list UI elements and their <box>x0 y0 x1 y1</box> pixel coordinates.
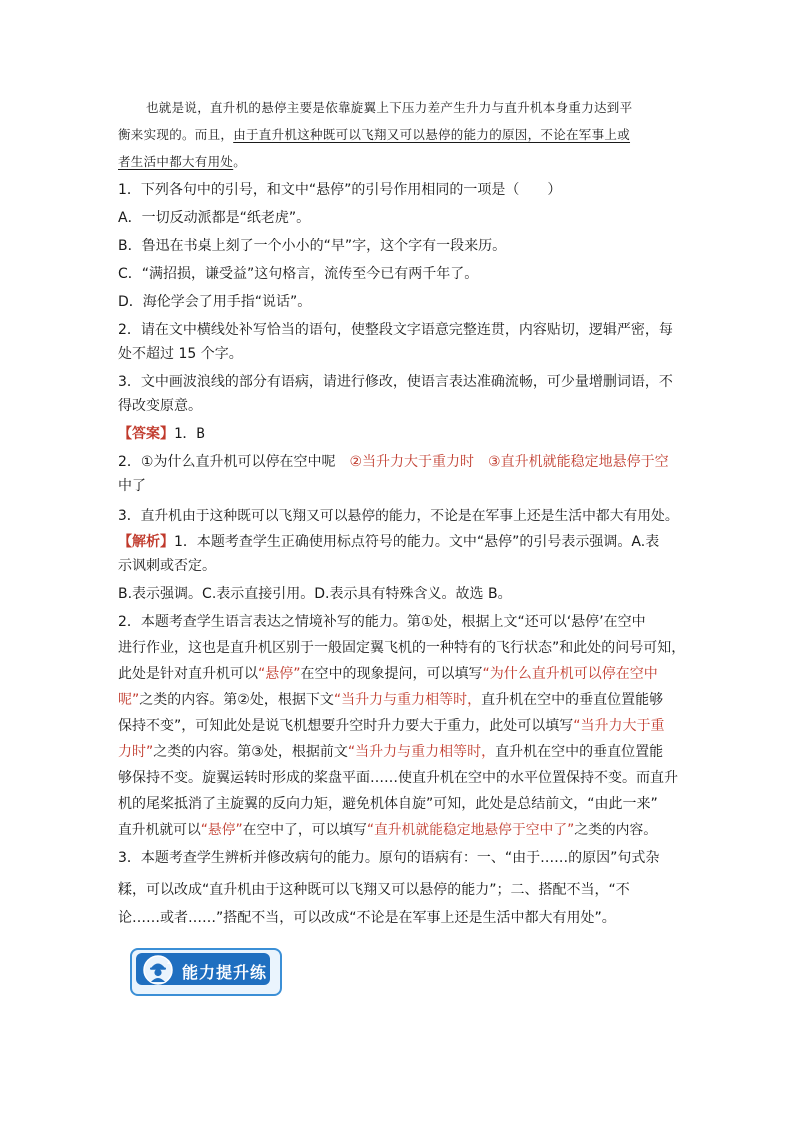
analysis-text: 直升机在空中的垂直位置能够 <box>481 692 664 708</box>
badge-banner <box>136 953 270 985</box>
passage-line-2 <box>118 125 678 145</box>
analysis-2-line-1: 2．本题考查学生语言表达之情境补写的能力。第①处，根据上文“还可以‘悬停’在空中 <box>118 614 646 630</box>
analysis-text: 直升机就可以 <box>118 822 201 838</box>
analysis-text: 之类的内容。 <box>574 822 658 838</box>
highlight-text: “为什么直升机可以停在空中 <box>482 666 658 682</box>
highlight-text: 力时” <box>118 744 154 760</box>
analysis-line-1 <box>118 532 678 552</box>
analysis-text: 保持不变”，可知此处是说飞机想要升空时升力要大于重力，此处可以填写 <box>118 718 574 734</box>
option-a: A．一切反动派都是“纸老虎”。 <box>118 210 311 226</box>
engineer-icon <box>142 954 174 986</box>
answer-line-2 <box>118 452 678 472</box>
analysis-text: 在空中的现象提问，可以填写 <box>300 666 483 682</box>
analysis-text: 之类的内容。第③处，根据前文 <box>153 744 348 760</box>
highlight-text: “直升机就能稳定地悬停于空中了” <box>366 822 575 838</box>
passage-text: 也就是说，直升机的悬停主要是依靠旋翼上下压力差产生升力与直升机本身重力达到平 <box>146 100 633 115</box>
analysis-text: 此处是针对直升机可以 <box>118 666 258 682</box>
section-badge-label: 能力提升练 <box>182 963 268 982</box>
analysis-2-line-4 <box>118 690 678 710</box>
option-d: D．海伦学会了用手指“说话”。 <box>118 294 312 310</box>
analysis-line-2: 示讽刺或否定。 <box>118 558 216 574</box>
answer-2-item-2: ②当升力大于重力时 <box>349 454 475 470</box>
question-2-line-2: 处不超过 15 个字。 <box>118 346 243 362</box>
highlight-text: “悬停” <box>200 822 243 838</box>
analysis-2-line-8: 机的尾桨抵消了主旋翼的反向力矩，避免机体自旋”可知，此处是总结前文，“由此一来” <box>118 796 658 812</box>
passage-line-3 <box>118 152 678 172</box>
answer-2-item-3: ③直升机就能稳定地悬停于空 <box>488 454 669 470</box>
blank-fill-underline: 由于直升机这种既可以飞翔又可以悬停的能力的原因，不论在军事上或 <box>233 127 631 142</box>
analysis-line-3: B.表示强调。C.表示直接引用。D.表示具有特殊含义。故选 B。 <box>118 586 512 602</box>
answer-line-3: 3．直升机由于这种既可以飞翔又可以悬停的能力，不论是在军事上还是生活中都大有用处。 <box>118 508 679 524</box>
highlight-text: “当升力与重力相等时， <box>347 744 496 760</box>
passage-line-1 <box>146 98 686 118</box>
analysis-text: 1．本题考查学生正确使用标点符号的能力。文中“悬停”的引号表示强调。A.表 <box>174 534 660 550</box>
analysis-3-line-1: 3．本题考查学生辨析并修改病句的能力。原句的语病有：一、“由于……的原因”句式杂 <box>118 850 660 866</box>
analysis-2-line-2: 进行作业，这也是直升机区别于一般固定翼飞机的一种特有的飞行状态”和此处的问号可知， <box>118 640 686 656</box>
question-1: 1．下列各句中的引号，和文中“悬停”的引号作用相同的一项是（ ） <box>118 182 562 198</box>
option-b: B．鲁迅在书桌上刻了一个小小的“早”字，这个字有一段来历。 <box>118 238 507 254</box>
highlight-text: “当升力与重力相等时， <box>333 692 482 708</box>
highlight-text: 呢” <box>118 692 140 708</box>
analysis-2-line-6 <box>118 742 678 762</box>
analysis-text: 直升机在空中的垂直位置能 <box>495 744 664 760</box>
question-2-line-1: 2．请在文中横线处补写恰当的语句，使整段文字语意完整连贯，内容贴切，逻辑严密，每 <box>118 322 673 338</box>
answer-line-1 <box>118 424 678 444</box>
analysis-text: 在空中了，可以填写 <box>242 822 367 838</box>
analysis-3-line-3: 论……或者……”搭配不当，可以改成“不论是在军事上还是生活中都大有用处”。 <box>118 910 616 926</box>
passage-text: 。 <box>233 154 247 169</box>
analysis-3-line-2: 糅，可以改成“直升机由于这种既可以飞翔又可以悬停的能力”；二、搭配不当，“不 <box>118 882 630 898</box>
analysis-2-line-3 <box>118 664 678 684</box>
passage-text: 衡来实现的。而且， <box>118 127 234 142</box>
analysis-2-line-7: 够保持不变。旋翼运转时形成的桨盘平面……使直升机在空中的水平位置保持不变。而直升 <box>118 770 678 786</box>
question-3-line-2: 得改变原意。 <box>118 398 202 414</box>
wavy-underlined-text: 者生活中都大有用处 <box>118 154 234 169</box>
answer-tag: 【答案】 <box>118 426 174 442</box>
answer-2-item-1: ①为什么直升机可以停在空中呢 <box>140 454 336 470</box>
option-c: C．“满招损，谦受益”这句格言，流传至今已有两千年了。 <box>118 266 479 282</box>
answer-2-prefix: 2． <box>118 454 141 470</box>
highlight-text: “当升力大于重 <box>573 718 665 734</box>
answer-line-2-tail: 中了 <box>118 478 146 494</box>
question-3-line-1: 3．文中画波浪线的部分有语病，请进行修改，使语言表达准确流畅，可少量增删词语，不 <box>118 374 673 390</box>
analysis-tag: 【解析】 <box>118 534 174 550</box>
section-badge <box>130 948 280 994</box>
answer-1: 1．B <box>174 426 205 442</box>
analysis-text: 之类的内容。第②处，根据下文 <box>139 692 334 708</box>
analysis-2-line-5 <box>118 716 678 736</box>
analysis-2-line-9 <box>118 820 678 840</box>
highlight-text: “悬停” <box>258 666 301 682</box>
